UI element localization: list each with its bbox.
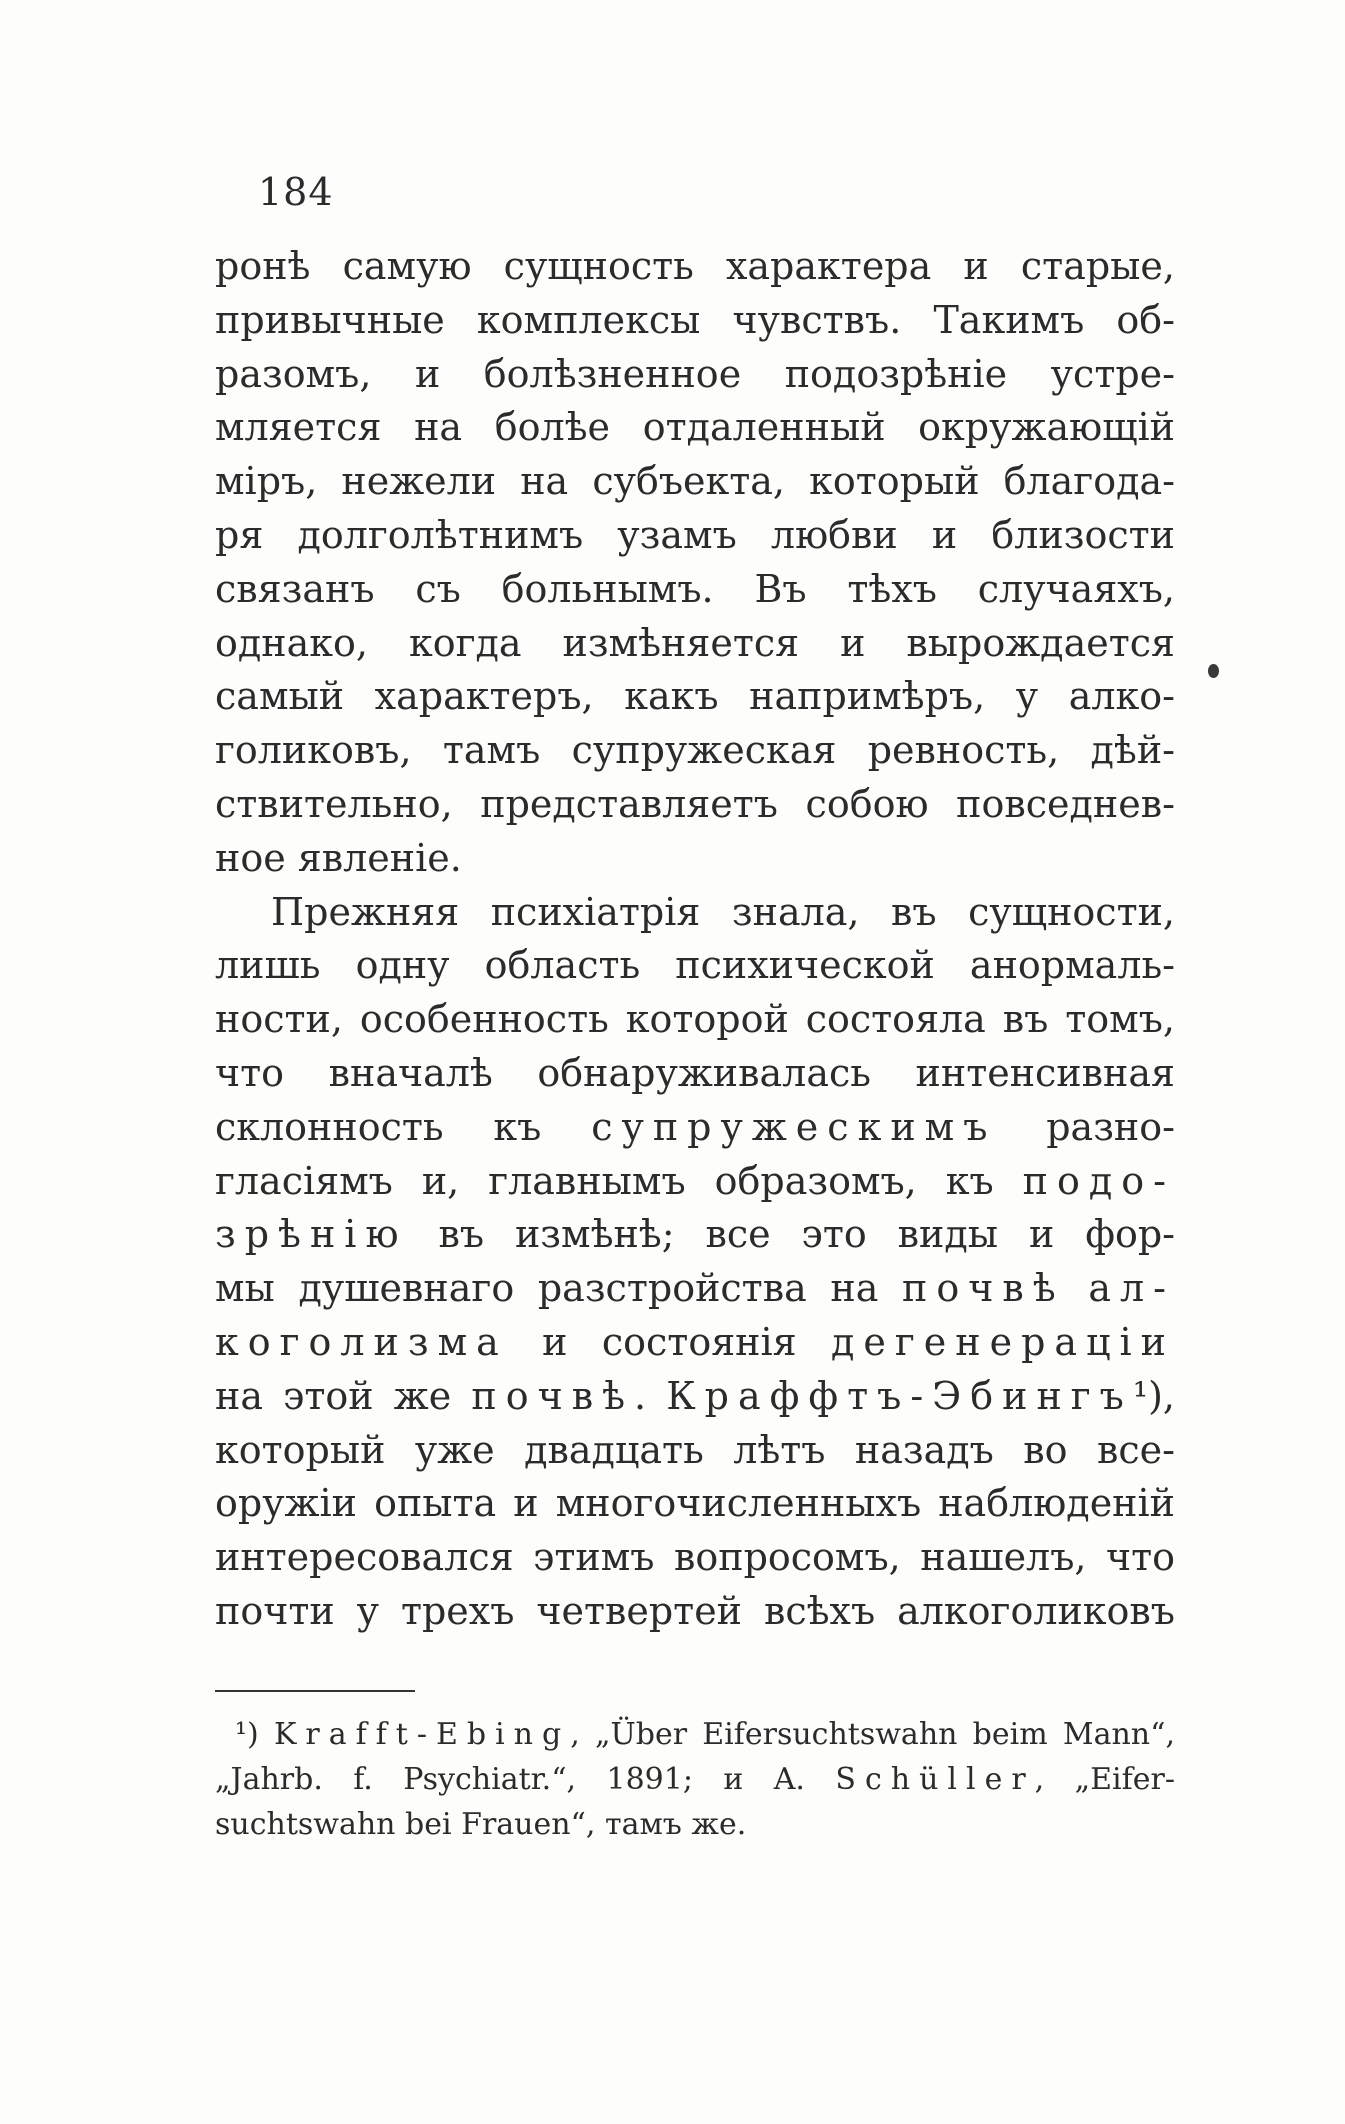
text-line-spaced: зрѣнію въ измѣнѣ; все это виды и фор- [215, 1212, 1175, 1257]
text-line-spaced: коголизма и состоянія дегенераціи [215, 1319, 1175, 1364]
body-text [215, 240, 1175, 1639]
text-line: что вначалѣ обнаруживалась интенсивная [215, 1050, 1175, 1095]
text-line: голиковъ, тамъ супружеская ревность, дѣй- [215, 728, 1175, 773]
paragraph-end-line: ное явленіе. [215, 835, 462, 880]
spaced-emphasis: Краффтъ-Эбингъ [666, 1373, 1133, 1418]
spaced-emphasis: зрѣнію [215, 1212, 408, 1257]
footnote-line: „Jahrb. f. Psychiatr.“, 1891; и A. Schüller, „Eifer- [215, 1762, 1175, 1797]
text-line: ря долголѣтнимъ узамъ любви и близости [215, 512, 1175, 557]
spaced-emphasis: дегенераціи [831, 1319, 1175, 1364]
spaced-emphasis: коголизма [215, 1319, 508, 1364]
text-line: оружіи опыта и многочисленныхъ наблюденій [215, 1481, 1175, 1526]
spaced-emphasis: почвѣ [902, 1266, 1065, 1311]
text-line: ности, особенность которой состояла въ томъ, [215, 997, 1175, 1042]
text-line: міръ, нежели на субъекта, который благода- [215, 459, 1175, 504]
text-line-spaced: на этой же почвѣ. Краффтъ-Эбингъ¹), [215, 1373, 1175, 1418]
text-line: мляется на болѣе отдаленный окружающій [215, 405, 1175, 450]
text-line-spaced: склонность къ супружескимъ разно- [215, 1104, 1175, 1149]
text-line: связанъ съ больнымъ. Въ тѣхъ случаяхъ, [215, 566, 1175, 611]
text-line: однако, когда измѣняется и вырождается [215, 620, 1175, 665]
text-line: ронѣ самую сущность характера и старые, [215, 244, 1175, 288]
text-line: интересовался этимъ вопросомъ, нашелъ, что [215, 1535, 1175, 1580]
spaced-emphasis: ал- [1088, 1266, 1175, 1311]
spaced-emphasis: супружескимъ [591, 1104, 997, 1149]
footnote [215, 1712, 1175, 1847]
spaced-emphasis: почвѣ [471, 1373, 635, 1418]
text-line: лишь одну область психической анормаль- [215, 943, 1175, 988]
text-line: разомъ, и болѣзненное подозрѣніе устре- [215, 351, 1175, 396]
text-line: привычные комплексы чувствъ. Такимъ об- [215, 297, 1175, 342]
spaced-emphasis: Schüller [835, 1762, 1035, 1797]
footnote-line: suchtswahn bei Frauen“, тамъ же. [215, 1807, 747, 1842]
spaced-emphasis: подо- [1022, 1158, 1175, 1203]
text-line-spaced: мы душевнаго разстройства на почвѣ ал- [215, 1266, 1175, 1311]
text-line: ствительно, представляетъ собою повседнев- [215, 781, 1175, 826]
ink-speck [1208, 664, 1219, 678]
page-number: 184 [258, 170, 334, 214]
paragraph-start-line: Прежняя психіатрія знала, въ сущности, [271, 889, 1175, 934]
text-line-spaced: гласіямъ и, главнымъ образомъ, къ подо- [215, 1158, 1175, 1203]
text-line: почти у трехъ четвертей всѣхъ алкоголиковъ [215, 1588, 1175, 1633]
text-line: самый характеръ, какъ напримѣръ, у алко- [215, 674, 1175, 719]
text-line: который уже двадцать лѣтъ назадъ во все- [215, 1427, 1175, 1472]
spaced-emphasis: Krafft-Ebing [273, 1717, 571, 1752]
footnote-line: ¹) Krafft-Ebing, „Über Eifersuchtswahn beim Mann“, [235, 1717, 1175, 1752]
footnote-divider [215, 1690, 415, 1692]
